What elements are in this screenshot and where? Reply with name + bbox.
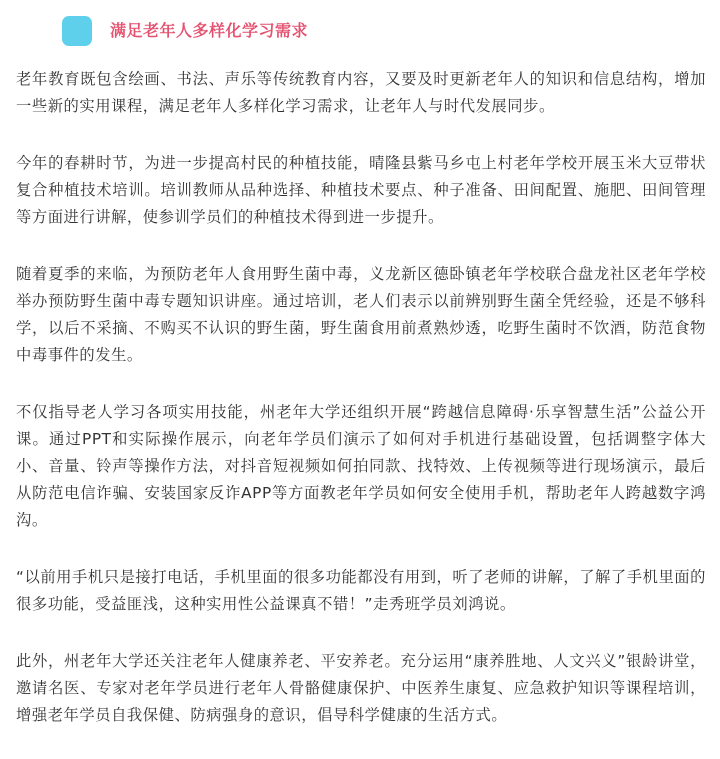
paragraph-health-lectures: 此外，州老年大学还关注老年人健康养老、平安养老。充分运用“康养胜地、人文兴义”银龄讲堂，邀请名医、专家对老年学员进行老年人骨骼健康保护、中医养生康复、应急救护知识等课程培训，增强老年学员自我保健、防病强身的意识，倡导科学健康的生活方式。: [16, 652, 706, 724]
paragraph-mushroom-lecture: 随着夏季的来临，为预防老年人食用野生菌中毒，义龙新区德卧镇老年学校联合盘龙社区老年学校举办预防野生菌中毒专题知识讲座。通过培训，老人们表示以前辨别野生菌全凭经验，还是不够科学，以后不采摘、不购买不认识的野生菌，野生菌食用前煮熟炒透，吃野生菌时不饮酒，防范食物中毒事件的发生。: [16, 265, 706, 364]
paragraph-smartphone-course: 不仅指导老人学习各项实用技能，州老年大学还组织开展“跨越信息障碍·乐享智慧生活”公益公开课。通过PPT和实际操作展示，向老年学员们演示了如何对手机进行基础设置，包括调整字体大小、音量、铃声等操作方法，对抖音短视频如何拍同款、找特效、上传视频等进行现场演示，最后从防范电信诈骗、安装国家反诈APP等方面教老年学员如何安全使用手机，帮助老年人跨越数字鸿沟。: [16, 403, 706, 529]
section-header: [62, 16, 308, 46]
section-title: 满足老年人多样化学习需求: [110, 21, 309, 40]
paragraph-planting-training: 今年的春耕时节，为进一步提高村民的种植技能，晴隆县紫马乡屯上村老年学校开展玉米大豆带状复合种植技术培训。培训教师从品种选择、种植技术要点、种子准备、田间配置、施肥、田间管理等方面进行讲解，使参训学员们的种植技术得到进一步提升。: [16, 154, 706, 226]
article-body: [16, 66, 706, 759]
rounded-square-icon: [62, 16, 92, 46]
paragraph-intro: 老年教育既包含绘画、书法、声乐等传统教育内容，又要及时更新老年人的知识和信息结构，增加一些新的实用课程，满足老年人多样化学习需求，让老年人与时代发展同步。: [16, 70, 706, 115]
paragraph-student-quote: “以前用手机只是接打电话，手机里面的很多功能都没有用到，听了老师的讲解，了解了手机里面的很多功能，受益匪浅，这种实用性公益课真不错！”走秀班学员刘鸿说。: [16, 568, 706, 613]
